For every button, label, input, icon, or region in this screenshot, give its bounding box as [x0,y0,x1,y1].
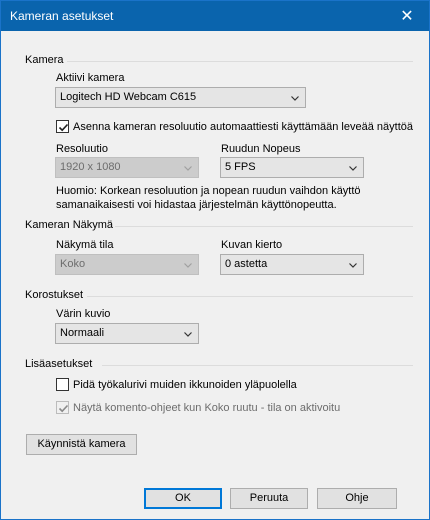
show-hints-checkbox [56,401,69,414]
framerate-value: 5 FPS [225,161,256,173]
framerate-select[interactable] [220,157,364,178]
help-button[interactable]: Ohje [317,488,397,509]
resolution-value: 1920 x 1080 [60,161,121,173]
performance-note [56,184,361,212]
close-icon: ✕ [400,8,414,25]
auto-resolution-row[interactable] [56,120,413,133]
active-camera-select[interactable] [55,87,306,108]
active-camera-label: Aktiivi kamera [56,72,125,84]
chevron-down-icon [349,164,357,172]
toolbar-top-label: Pidä työkalurivi muiden ikkunoiden yläpuolella [73,378,297,391]
ok-button[interactable]: OK [144,488,222,509]
cancel-button[interactable]: Peruuta [230,488,308,509]
section-divider [87,296,413,297]
close-button[interactable] [385,1,429,31]
checkmark-icon [58,403,69,414]
toolbar-top-checkbox[interactable] [56,378,69,391]
color-pattern-label: Värin kuvio [56,308,111,320]
rotation-select[interactable] [220,254,364,275]
active-camera-value: Logitech HD Webcam C615 [60,91,197,103]
view-mode-value: Koko [60,258,86,270]
framerate-label: Ruudun Nopeus [221,143,301,155]
section-view-title: Kameran Näkymä [25,219,114,231]
color-pattern-select[interactable] [55,323,199,344]
performance-note-line1: Huomio: Korkean resoluution ja nopean ruudun vaihdon käyttö [56,185,361,197]
title-bar[interactable] [1,1,429,31]
resolution-select [55,157,199,178]
rotation-value: 0 astetta [225,258,268,270]
view-mode-label: Näkymä tila [56,239,114,251]
show-hints-row [56,401,340,414]
start-camera-button[interactable]: Käynnistä kamera [26,434,137,455]
section-divider [115,226,413,227]
window-title: Kameran asetukset [10,9,114,23]
chevron-down-icon [184,330,192,338]
show-hints-label: Näytä komento-ohjeet kun Koko ruutu - tila on aktivoitu [73,401,341,414]
color-pattern-value: Normaali [60,327,105,339]
performance-note-line2: samanaikaisesti voi hidastaa järjestelmän käyttönopeutta. [56,199,337,211]
chevron-down-icon [291,94,299,102]
rotation-label: Kuvan kierto [221,239,283,251]
section-divider [102,365,413,366]
auto-resolution-checkbox[interactable] [56,120,69,133]
auto-resolution-label: Asenna kameran resoluutio automaattiesti käyttämään leveää näyttöä [73,120,413,133]
section-highlight-title: Korostukset [25,289,84,301]
resolution-label: Resoluutio [56,143,108,155]
section-camera-title: Kamera [25,54,64,66]
chevron-down-icon [349,261,357,269]
view-mode-select [55,254,199,275]
chevron-down-icon [184,261,192,269]
chevron-down-icon [184,164,192,172]
checkmark-icon [58,122,69,133]
section-extra-title: Lisäasetukset [25,358,93,370]
toolbar-top-row[interactable] [56,378,297,391]
section-divider [67,61,413,62]
